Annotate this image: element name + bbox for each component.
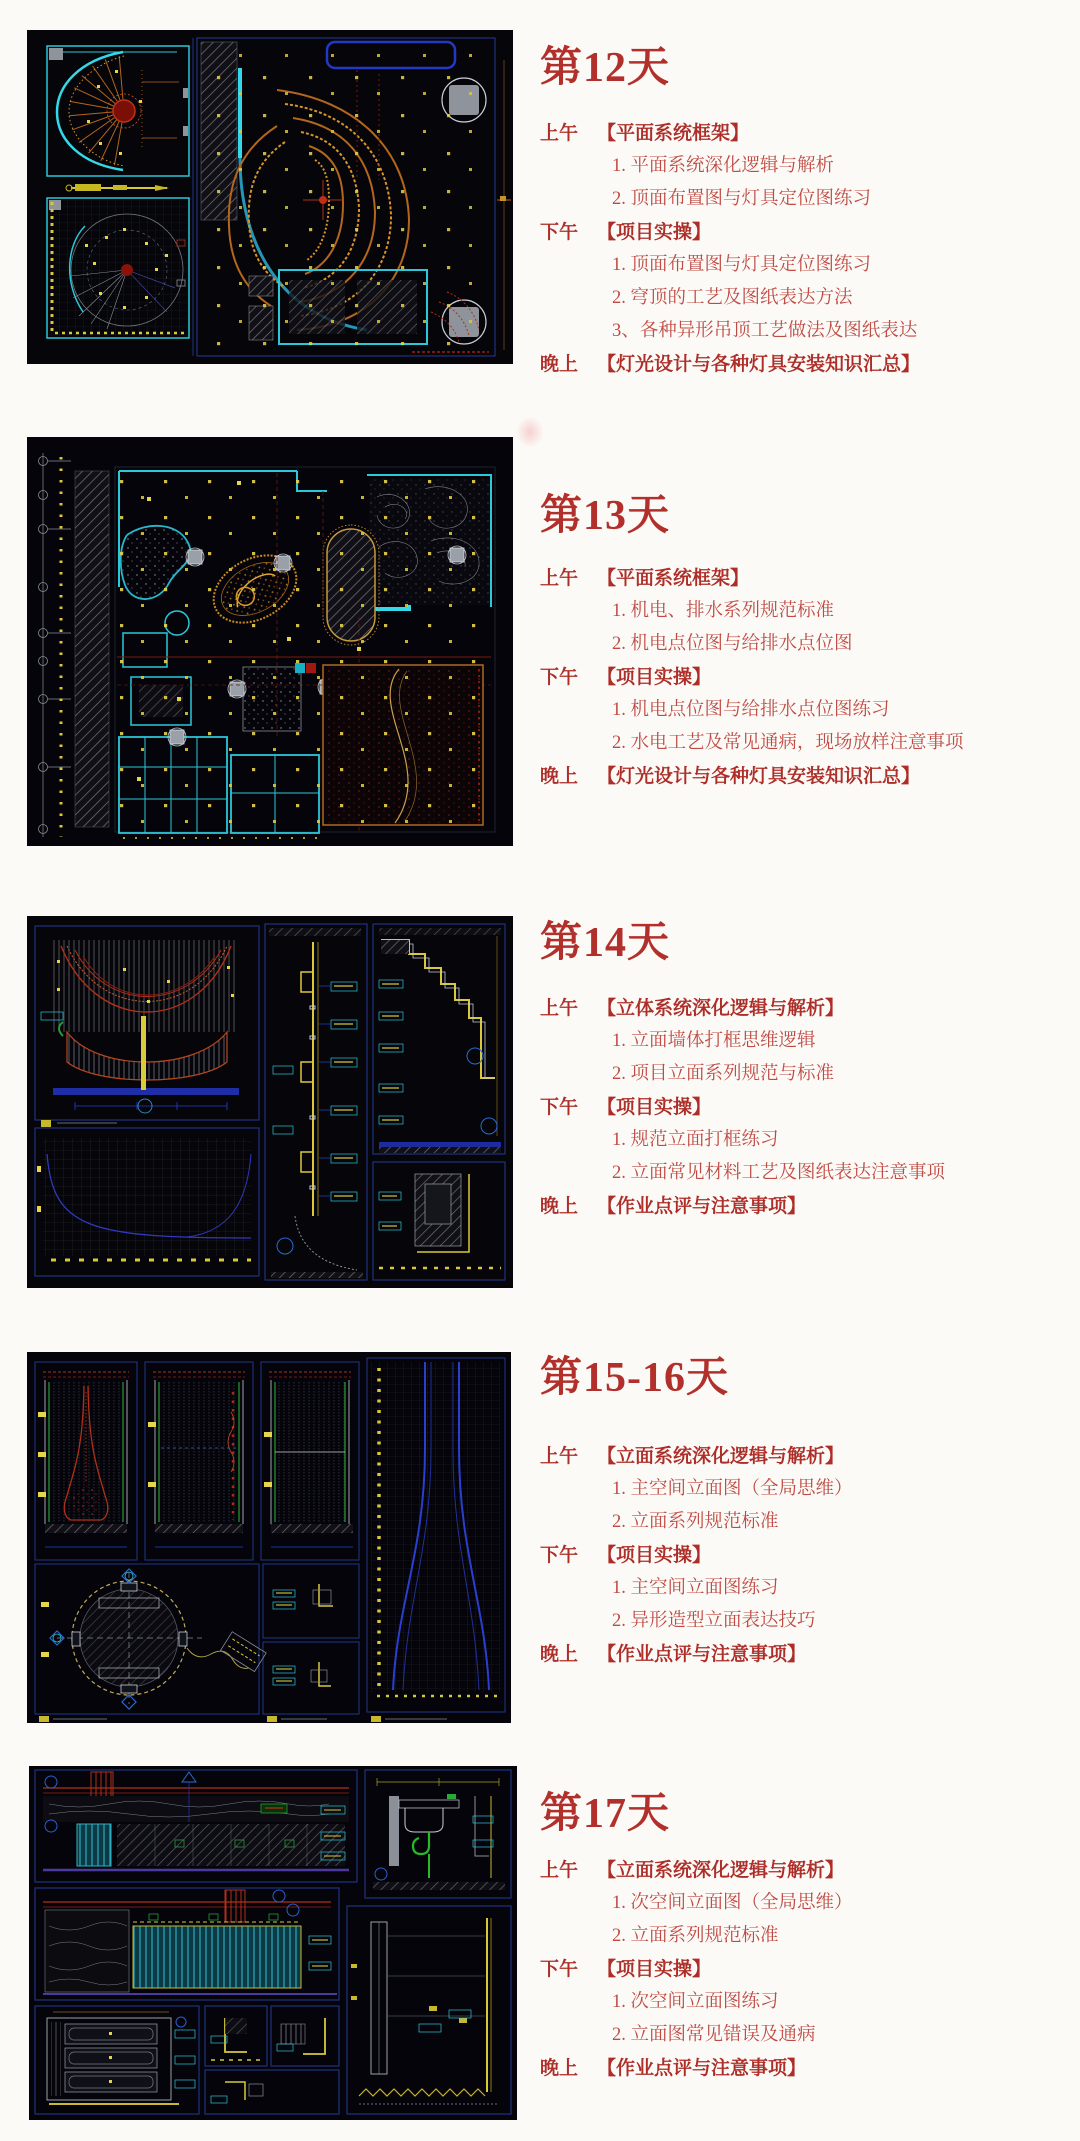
schedule-item: 3、各种异形吊顶工艺做法及图纸表达 <box>612 321 918 341</box>
schedule-item: 2. 顶面布置图与灯具定位图练习 <box>612 189 872 209</box>
period-label: 晚上 <box>540 2058 579 2079</box>
session-heading: 【作业点评与注意事项】 <box>597 1196 807 1217</box>
schedule-row <box>540 117 1072 150</box>
schedule-item: 1. 次空间立面图（全局思维） <box>612 1893 853 1913</box>
cad-drawing-day13 <box>27 437 513 846</box>
schedule-item: 2. 项目立面系列规范与标准 <box>612 1064 835 1084</box>
day-title: 第17天 <box>540 1791 671 1837</box>
schedule-item: 1. 机电点位图与给排水点位图练习 <box>612 700 890 720</box>
day-title: 第14天 <box>540 920 671 966</box>
session-heading: 【灯光设计与各种灯具安装知识汇总】 <box>597 766 921 787</box>
schedule-item: 2. 机电点位图与给排水点位图 <box>612 634 853 654</box>
day-title: 第13天 <box>540 493 671 539</box>
schedule-row <box>540 348 1072 381</box>
section-day12 <box>540 44 1072 381</box>
schedule-row <box>540 562 1072 595</box>
schedule-item: 1. 顶面布置图与灯具定位图练习 <box>612 255 872 275</box>
session-heading: 【作业点评与注意事项】 <box>597 1644 807 1665</box>
schedule-row <box>540 1190 1072 1223</box>
schedule-row <box>540 760 1072 793</box>
schedule-row <box>540 661 1072 694</box>
cad-drawing-day15-16 <box>27 1352 511 1723</box>
session-heading: 【作业点评与注意事项】 <box>597 2058 807 2079</box>
schedule-item: 2. 立面系列规范标准 <box>612 1926 779 1946</box>
session-heading: 【平面系统框架】 <box>597 568 750 589</box>
session-heading: 【灯光设计与各种灯具安装知识汇总】 <box>597 354 921 375</box>
cad-drawing-day14 <box>27 916 513 1288</box>
period-label: 上午 <box>540 1860 579 1881</box>
session-heading: 【立体系统深化逻辑与解析】 <box>597 998 845 1019</box>
day-title: 第12天 <box>540 45 671 91</box>
section-day13 <box>540 492 1072 793</box>
period-label: 下午 <box>540 222 579 243</box>
schedule-item: 2. 水电工艺及常见通病，现场放样注意事项 <box>612 733 964 753</box>
session-heading: 【项目实操】 <box>597 1097 712 1118</box>
period-label: 晚上 <box>540 1644 579 1665</box>
schedule-row <box>540 1091 1072 1124</box>
pink-artifact <box>516 416 544 448</box>
schedule-item: 1. 次空间立面图练习 <box>612 1992 779 2012</box>
cad-drawing-day12 <box>27 30 513 364</box>
period-label: 上午 <box>540 998 579 1019</box>
schedule-row <box>540 1953 1072 1986</box>
session-heading: 【项目实操】 <box>597 1545 712 1566</box>
period-label: 晚上 <box>540 1196 579 1217</box>
period-label: 上午 <box>540 568 579 589</box>
schedule-item: 2. 立面图常见错误及通病 <box>612 2025 816 2045</box>
section-day17 <box>540 1790 1072 2085</box>
period-label: 上午 <box>540 1446 579 1467</box>
session-heading: 【立面系统深化逻辑与解析】 <box>597 1860 845 1881</box>
period-label: 晚上 <box>540 766 579 787</box>
schedule-item: 1. 规范立面打框练习 <box>612 1130 779 1150</box>
cad-drawing-day17 <box>29 1766 517 2120</box>
schedule-item: 1. 主空间立面图（全局思维） <box>612 1479 853 1499</box>
schedule-item: 2. 穹顶的工艺及图纸表达方法 <box>612 288 853 308</box>
schedule-item: 1. 平面系统深化逻辑与解析 <box>612 156 835 176</box>
session-heading: 【平面系统框架】 <box>597 123 750 144</box>
schedule-row <box>540 1440 1072 1473</box>
day-title: 第15-16天 <box>540 1355 729 1401</box>
period-label: 下午 <box>540 1097 579 1118</box>
schedule-row <box>540 1539 1072 1572</box>
period-label: 下午 <box>540 1959 579 1980</box>
period-label: 上午 <box>540 123 579 144</box>
session-heading: 【项目实操】 <box>597 222 712 243</box>
session-heading: 【立面系统深化逻辑与解析】 <box>597 1446 845 1467</box>
section-day14 <box>540 919 1072 1223</box>
schedule-item: 1. 立面墙体打框思维逻辑 <box>612 1031 816 1051</box>
schedule-item: 1. 主空间立面图练习 <box>612 1578 779 1598</box>
schedule-row <box>540 1638 1072 1671</box>
session-heading: 【项目实操】 <box>597 667 712 688</box>
schedule-item: 2. 异形造型立面表达技巧 <box>612 1611 816 1631</box>
period-label: 下午 <box>540 1545 579 1566</box>
schedule-row <box>540 992 1072 1025</box>
session-heading: 【项目实操】 <box>597 1959 712 1980</box>
schedule-item: 1. 机电、排水系列规范标准 <box>612 601 835 621</box>
period-label: 晚上 <box>540 354 579 375</box>
period-label: 下午 <box>540 667 579 688</box>
schedule-item: 2. 立面常见材料工艺及图纸表达注意事项 <box>612 1163 946 1183</box>
section-day15-16 <box>540 1354 1072 1671</box>
schedule-row <box>540 2052 1072 2085</box>
schedule-row <box>540 216 1072 249</box>
schedule-item: 2. 立面系列规范标准 <box>612 1512 779 1532</box>
schedule-row <box>540 1854 1072 1887</box>
